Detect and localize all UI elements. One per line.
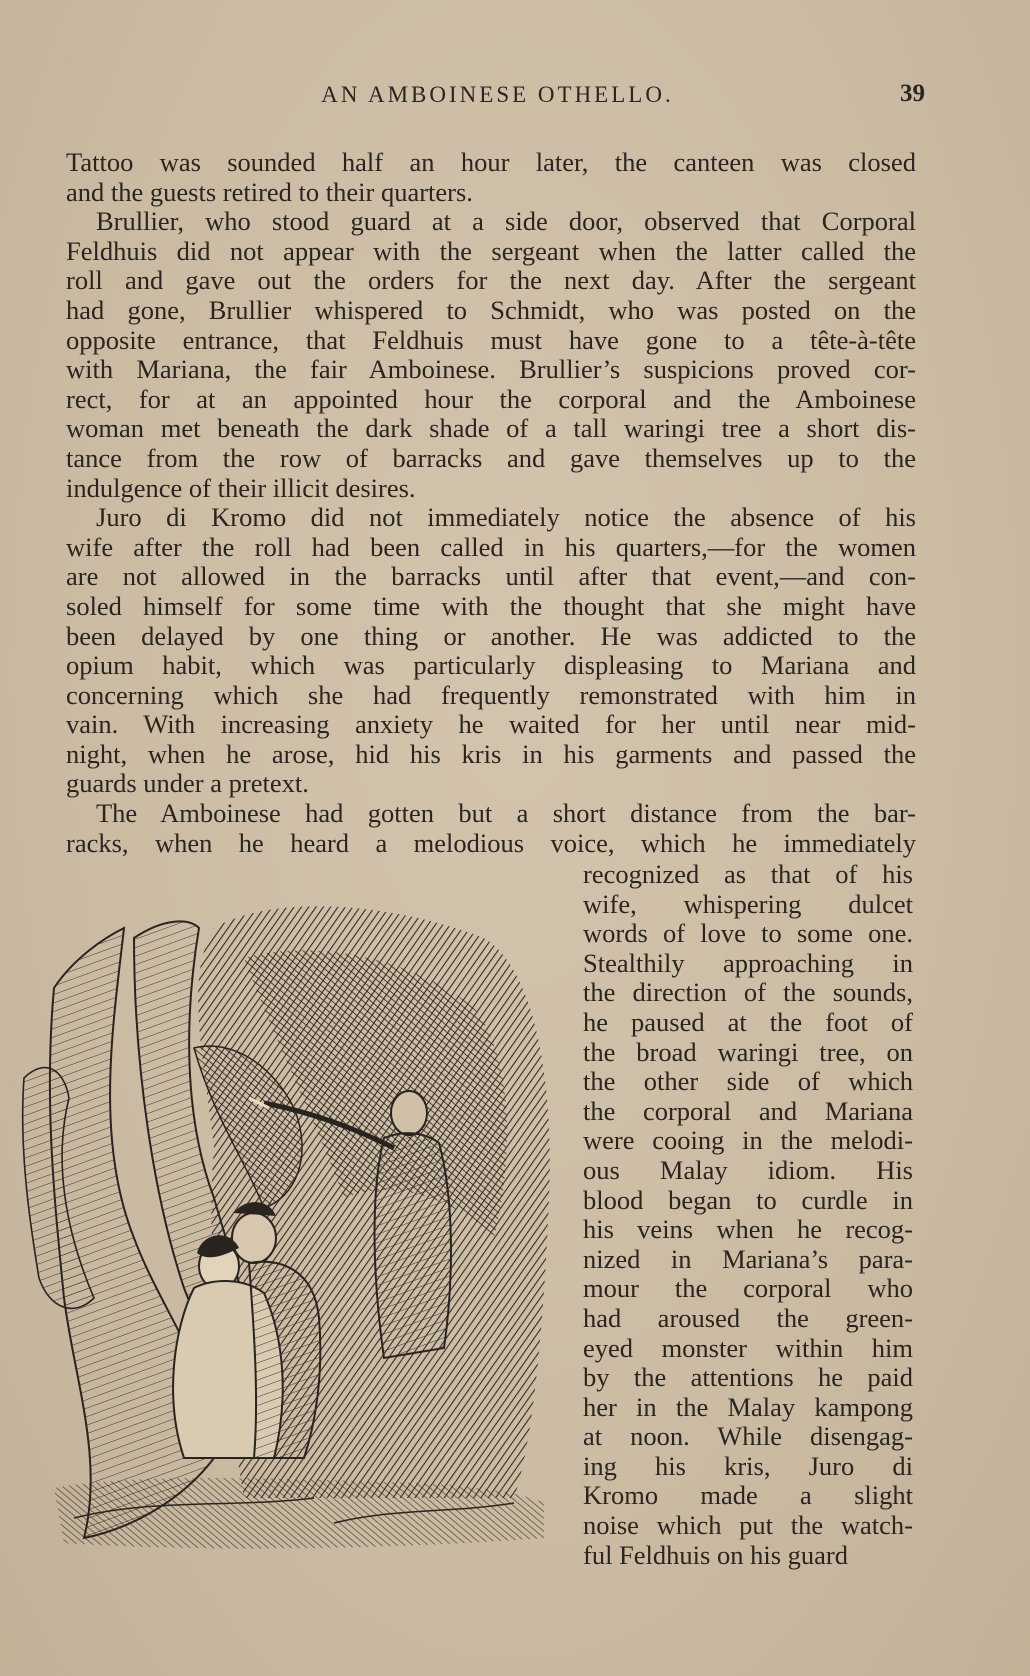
text-line: The Amboinese had gotten but a short distance from the bar-: [96, 798, 916, 829]
column-line: ing his kris, Juro di: [583, 1450, 913, 1481]
text-line: tance from the row of barracks and gave themselves up to the: [66, 442, 916, 473]
column-line: ful Feldhuis on his guard: [583, 1539, 848, 1570]
engraving-illustration: [14, 898, 562, 1586]
column-line: he paused at the foot of: [583, 1006, 913, 1037]
column-line: noise which put the watch-: [583, 1510, 913, 1541]
text-line: been delayed by one thing or another. He was addicted to the: [66, 620, 916, 651]
text-line: are not allowed in the barracks until after that event,—and con-: [66, 561, 916, 592]
text-line: guards under a pretext.: [66, 768, 309, 799]
text-line: night, when he arose, hid his kris in his garments and passed the: [66, 738, 916, 769]
column-line: the direction of the sounds,: [583, 977, 913, 1008]
column-line: the broad waringi tree, on: [583, 1036, 913, 1067]
column-line: at noon. While disengag-: [583, 1421, 913, 1452]
column-line: eyed monster within him: [583, 1332, 913, 1363]
column-line: the other side of which: [583, 1066, 913, 1097]
text-line: rect, for at an appointed hour the corporal and the Amboinese: [66, 383, 916, 414]
text-line: soled himself for some time with the thought that she might have: [66, 590, 916, 621]
page-header: [70, 78, 925, 114]
page-number: 39: [900, 80, 925, 107]
column-line: by the attentions he paid: [583, 1362, 913, 1393]
text-line: racks, when he heard a melodious voice, which he immediately: [66, 827, 916, 858]
text-line: had gone, Brullier whispered to Schmidt, who was posted on the: [66, 294, 916, 325]
text-line: Feldhuis did not appear with the sergeant when the latter called the: [66, 235, 916, 266]
column-line: wife, whispering dulcet: [583, 888, 913, 919]
column-line: nized in Mariana’s para-: [583, 1243, 913, 1274]
text-line: opposite entrance, that Feldhuis must have gone to a tête-à-tête: [66, 324, 916, 355]
text-line: wife after the roll had been called in his quarters,—for the women: [66, 531, 916, 562]
text-line: with Mariana, the fair Amboinese. Brullier’s suspicions proved cor-: [66, 354, 916, 385]
text-line: Brullier, who stood guard at a side door, observed that Corporal: [96, 206, 916, 237]
text-line: roll and gave out the orders for the next day. After the sergeant: [66, 265, 916, 296]
column-line: her in the Malay kampong: [583, 1391, 913, 1422]
text-line: Juro di Kromo did not immediately notice the absence of his: [96, 502, 916, 533]
column-line: mour the corporal who: [583, 1273, 913, 1304]
column-line: were cooing in the melodi-: [583, 1125, 913, 1156]
text-line: Tattoo was sounded half an hour later, the canteen was closed: [66, 147, 916, 177]
text-line: vain. With increasing anxiety he waited for her until near mid-: [66, 709, 916, 740]
column-line: Stealthily approaching in: [583, 947, 913, 978]
text-column: [583, 860, 913, 1570]
column-line: ous Malay idiom. His: [583, 1154, 913, 1185]
column-line: his veins when he recog-: [583, 1214, 913, 1245]
body-text: [66, 148, 916, 858]
column-line: blood began to curdle in: [583, 1184, 913, 1215]
text-line: concerning which she had frequently remonstrated with him in: [66, 679, 916, 710]
column-line: words of love to some one.: [583, 918, 913, 949]
column-line: had aroused the green-: [583, 1302, 913, 1333]
column-line: the corporal and Mariana: [583, 1095, 913, 1126]
text-line: woman met beneath the dark shade of a tall waringi tree a short dis-: [66, 413, 916, 444]
column-line: Kromo made a slight: [583, 1480, 913, 1511]
text-line: and the guests retired to their quarters.: [66, 176, 473, 207]
running-title: AN AMBOINESE OTHELLO.: [321, 82, 674, 107]
text-line: indulgence of their illicit desires.: [66, 472, 416, 503]
column-line: recognized as that of his: [583, 859, 913, 889]
text-line: opium habit, which was particularly displeasing to Mariana and: [66, 650, 916, 681]
